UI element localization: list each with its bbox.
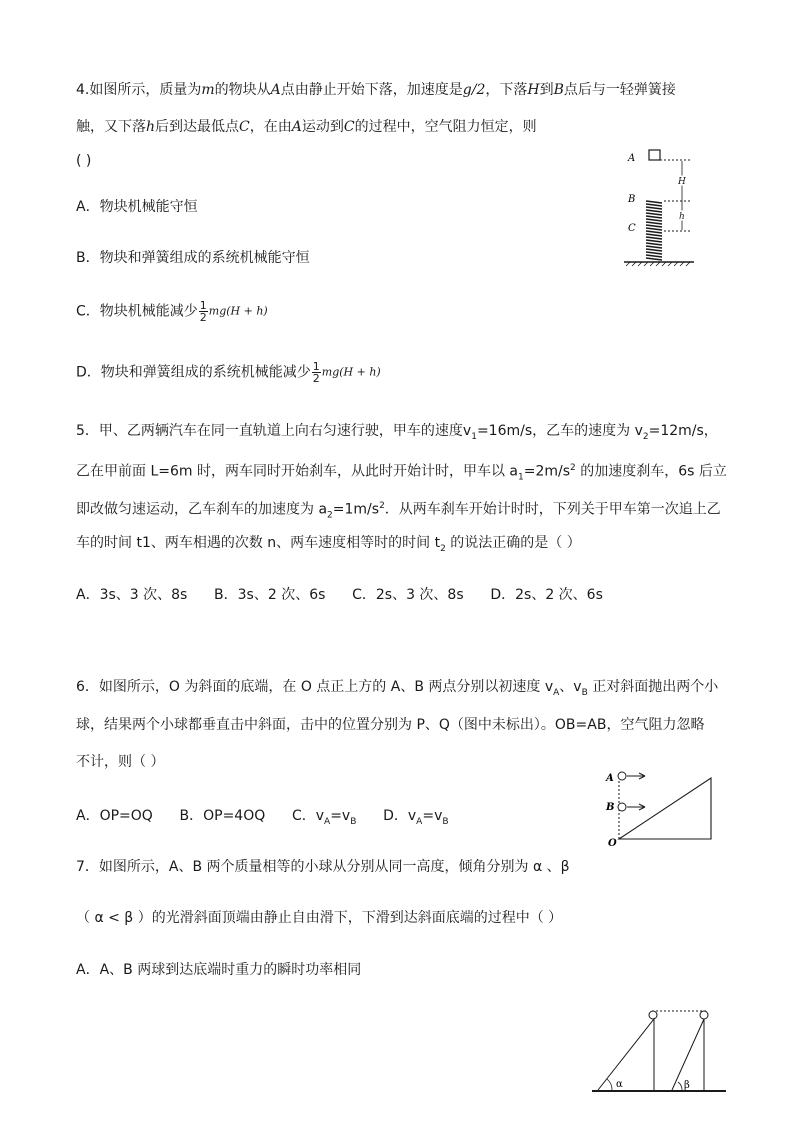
ball-B: [618, 803, 626, 811]
q5-superscript: 2: [379, 501, 385, 511]
q5-subscript: 1: [518, 472, 524, 483]
q4-text: 4.如图所示，质量为: [76, 82, 202, 98]
q5-text: ．从两车刹车开始计时时，下列关于甲车第一次追上乙: [384, 501, 721, 518]
fraction-numerator: 1: [312, 360, 320, 373]
q5-line-4: [76, 533, 581, 559]
q6-subscript: B: [581, 687, 588, 698]
q4-text: 点由静止开始下落，加速度是: [280, 82, 463, 98]
q4-text: 运动到: [301, 119, 344, 135]
q4-text: ，下落: [485, 82, 528, 98]
q5-line-1: [76, 421, 718, 447]
q4-option-c: [76, 300, 268, 323]
q6-text: =v: [330, 808, 351, 824]
q5-text: 乙在甲前面 L=6m 时，两车同时开始刹车，从此时开始计时，甲车以 a: [76, 463, 519, 480]
incline-figure: [600, 765, 720, 850]
q4-text: 到: [539, 82, 554, 98]
incline-triangle: [619, 778, 711, 839]
q6-text: 6．如图所示，O 为斜面的底端，在 O 点正上方的 A、B 两点分别以初速度 v: [76, 679, 554, 695]
q4-answer-paren: ( ): [76, 153, 92, 169]
q5-subscript: 2: [440, 543, 446, 554]
q6-line-3: 不计，则（ ）: [76, 754, 165, 770]
q4-line-2: [76, 117, 537, 137]
q6-line-1: [76, 677, 718, 703]
ball-A: [618, 772, 626, 780]
q6-text: =v: [422, 808, 443, 824]
q6-subscript: B: [442, 816, 449, 827]
q6-text: D．v: [356, 808, 417, 824]
q5-line-2: [76, 458, 727, 487]
q5-text: =1m/s: [332, 501, 380, 518]
q4-var-A: A: [270, 82, 281, 98]
ball-A: [649, 1011, 657, 1019]
q5-text: 的说法正确的是（ ）: [445, 535, 581, 551]
fig-label-C: C: [628, 223, 636, 234]
q6-text: A．OP=OQ B．OP=4OQ C．v: [76, 808, 325, 824]
fig-label-beta: β: [684, 1080, 690, 1091]
fig-label-alpha: α: [616, 1079, 623, 1090]
q5-var-v: v: [462, 423, 472, 439]
q4-text: ，在由: [249, 119, 292, 135]
spring-coils: [646, 201, 662, 260]
q5-text: =2m/s: [523, 463, 571, 480]
angle-arc-beta: [678, 1082, 682, 1090]
q4-expression: mg(H + h): [321, 365, 381, 379]
fig-label-B: B: [606, 802, 615, 813]
q6-text: 、v: [559, 679, 582, 695]
q4-text: 触，又下落: [76, 119, 146, 135]
q5-line-3: [76, 496, 721, 525]
q6-line-2: 球，结果两个小球都垂直击中斜面，击中的位置分别为 P、Q（图中未标出）。OB=AB，空气阻力忽略: [76, 717, 705, 733]
q5-text: 车的时间 t1、两车相遇的次数 n、两车速度相等时的时间 t: [76, 535, 441, 551]
q5-options: A．3s、3 次、8s B．3s、2 次、6s C．2s、3 次、8s D．2s、2 次、6s: [76, 587, 603, 603]
fig-label-h: h: [679, 212, 685, 222]
q7-option-a: A．A、B 两球到达底端时重力的瞬时功率相同: [76, 962, 362, 978]
angle-arc-alpha: [607, 1079, 612, 1090]
q4-text: 后到达最低点: [155, 119, 240, 135]
fig-label-B: B: [628, 194, 636, 205]
q4-text: 的物块从: [214, 82, 271, 98]
q6-options: [76, 806, 449, 832]
q5-superscript: 2: [570, 463, 576, 473]
q4-var-C: C: [239, 119, 250, 135]
q5-subscript: 1: [471, 431, 477, 442]
q4-var-A: A: [291, 119, 302, 135]
fraction-half: [199, 300, 208, 323]
two-inclines-figure: [590, 1003, 730, 1095]
q6-subscript: A: [553, 687, 560, 698]
q4-var-H: H: [527, 82, 540, 98]
q7-line-1: 7．如图所示，A、B 两个质量相等的小球从分别从同一高度，倾角分别为 α 、β: [76, 859, 570, 875]
incline-alpha: [598, 1019, 654, 1090]
q5-text: 5．甲、乙两辆汽车在同一直轨道上向右匀速行驶，甲车的速度: [76, 423, 463, 439]
q5-text: =12m/s，: [648, 423, 718, 439]
q5-text: 即改做匀速运动，乙车刹车的加速度为 a: [76, 501, 328, 518]
q6-subscript: B: [350, 816, 357, 827]
q4-option-d-text: D．物块和弹簧组成的系统机械能减少: [76, 364, 311, 381]
q6-subscript: A: [324, 816, 331, 827]
q5-text: 的加速度刹车，6s 后立: [575, 463, 727, 480]
fraction-denominator: 2: [312, 372, 320, 385]
fraction-numerator: 1: [199, 299, 207, 312]
fraction-denominator: 2: [199, 311, 207, 324]
q4-var-m: m: [201, 82, 215, 98]
fig-label-A: A: [628, 153, 636, 164]
q4-var-C: C: [343, 119, 355, 135]
q5-text: =16m/s，乙车的速度为 v: [476, 423, 643, 439]
q4-option-c-text: C．物块机械能减少: [76, 303, 198, 320]
q7-line-2: （ α < β ）的光滑斜面顶端由静止自由滑下，下滑到达斜面底端的过程中（ ）: [76, 910, 563, 926]
fraction-half: [312, 361, 321, 384]
ball-B: [700, 1011, 708, 1019]
q6-subscript: A: [416, 816, 423, 827]
q4-var-B: B: [553, 82, 564, 98]
spring-figure: [620, 140, 710, 270]
q4-option-d: [76, 361, 381, 384]
q4-var-g2: g/2: [462, 82, 486, 98]
block-rect: [649, 150, 660, 160]
q4-text: 点后与一轻弹簧接: [563, 82, 676, 98]
fig-label-O: O: [608, 838, 617, 849]
q4-option-b: B．物块和弹簧组成的系统机械能守恒: [76, 250, 310, 266]
q4-var-h: h: [146, 119, 156, 135]
q4-option-a: A．物块机械能守恒: [76, 199, 198, 215]
fig-label-A: A: [606, 773, 614, 784]
q4-line-1: [76, 80, 676, 100]
fig-label-H: H: [678, 177, 686, 187]
q6-text: 正对斜面抛出两个小: [587, 679, 719, 695]
q4-expression: mg(H + h): [208, 304, 268, 318]
q4-text: 的过程中，空气阻力恒定，则: [354, 119, 537, 135]
q5-subscript: 2: [642, 431, 649, 442]
q5-subscript: 2: [327, 510, 333, 521]
